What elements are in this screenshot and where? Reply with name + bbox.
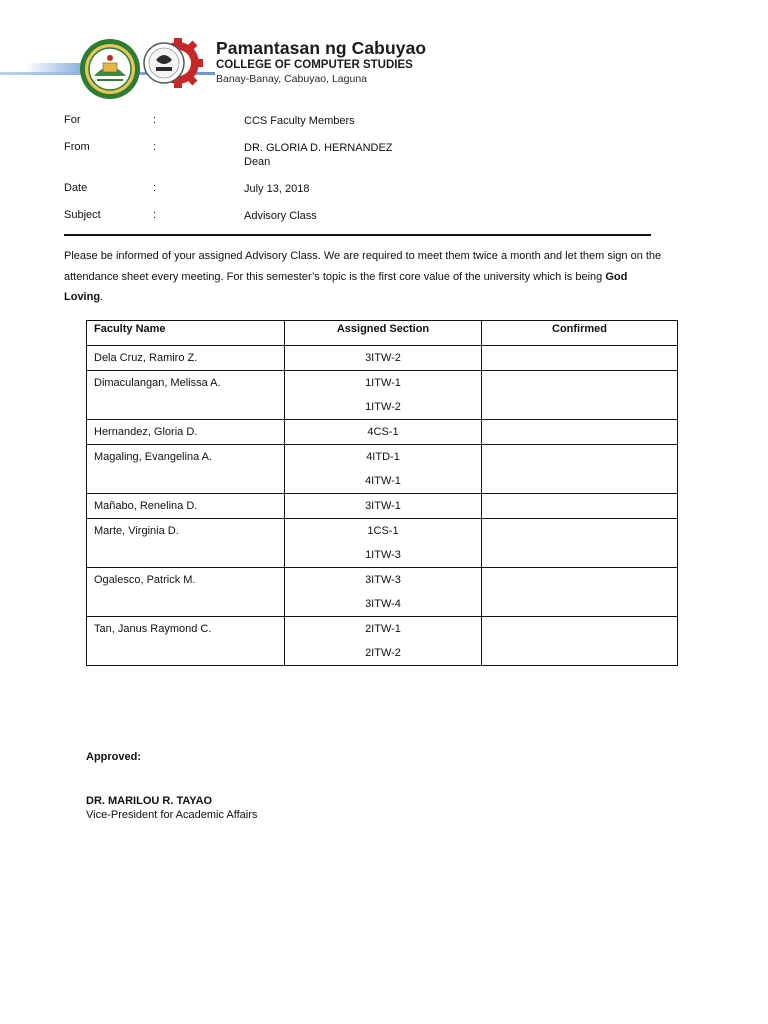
section-code: 1ITW-3 (365, 549, 401, 561)
university-seal-icon (79, 38, 141, 100)
faculty-name-cell: Dela Cruz, Ramiro Z. (87, 346, 285, 371)
university-name: Pamantasan ng Cabuyao (216, 38, 427, 58)
section-code: 3ITW-2 (365, 352, 401, 364)
confirmed-cell[interactable] (482, 519, 678, 568)
confirmed-cell[interactable] (482, 445, 678, 494)
memo-date-label: Date (64, 182, 88, 194)
advisory-table (86, 320, 678, 666)
memo-subject-label: Subject (64, 209, 101, 221)
table-row (87, 371, 678, 420)
table-row (87, 617, 678, 666)
confirmed-cell[interactable] (482, 346, 678, 371)
faculty-name-cell: Dimaculangan, Melissa A. (87, 371, 285, 420)
university-address: Banay-Banay, Cabuyao, Laguna (216, 73, 367, 85)
table-header-row (87, 321, 678, 346)
table-row (87, 445, 678, 494)
ccs-gear-logo-icon (134, 38, 206, 88)
college-name: COLLEGE OF COMPUTER STUDIES (216, 59, 413, 71)
memo-colon: : (153, 114, 157, 126)
signatory-title: Vice-President for Academic Affairs (86, 809, 258, 821)
faculty-name-cell: Hernandez, Gloria D. (87, 420, 285, 445)
faculty-name-cell: Mañabo, Renelina D. (87, 494, 285, 519)
memo-date-value: July 13, 2018 (244, 183, 310, 195)
section-code: 4ITD-1 (366, 451, 400, 463)
section-code: 3ITW-4 (365, 598, 401, 610)
table-row (87, 420, 678, 445)
memo-body-end: . (100, 291, 104, 303)
section-code: 3ITW-1 (365, 500, 401, 512)
faculty-name-cell: Magaling, Evangelina A. (87, 445, 285, 494)
section-code: 2ITW-1 (365, 623, 401, 635)
assigned-section-cell (285, 371, 482, 420)
memo-divider (64, 234, 651, 236)
memo-colon: : (153, 182, 157, 194)
faculty-name-cell: Marte, Virginia D. (87, 519, 285, 568)
memo-for-label: For (64, 114, 81, 126)
table-row (87, 568, 678, 617)
memo-body-paragraph (64, 246, 664, 308)
column-header-faculty-name: Faculty Name (87, 321, 285, 346)
section-code: 3ITW-3 (365, 574, 401, 586)
table-row (87, 346, 678, 371)
confirmed-cell[interactable] (482, 568, 678, 617)
memo-for-value: CCS Faculty Members (244, 115, 355, 127)
table-row (87, 519, 678, 568)
section-code: 1CS-1 (367, 525, 399, 537)
memo-colon: : (153, 141, 157, 153)
faculty-name-cell: Ogalesco, Patrick M. (87, 568, 285, 617)
section-code: 1ITW-2 (365, 401, 401, 413)
memo-from-label: From (64, 141, 90, 153)
assigned-section-cell (285, 519, 482, 568)
confirmed-cell[interactable] (482, 494, 678, 519)
confirmed-cell[interactable] (482, 420, 678, 445)
confirmed-cell[interactable] (482, 371, 678, 420)
assigned-section-cell (285, 346, 482, 371)
section-code: 1ITW-1 (365, 377, 401, 389)
section-code: 2ITW-2 (365, 647, 401, 659)
assigned-section-cell (285, 420, 482, 445)
assigned-section-cell (285, 617, 482, 666)
table-row (87, 494, 678, 519)
memo-body-text: Please be informed of your assigned Advisory Class. We are required to meet them twice a month and let them sign on the attendance sheet every meeting. For this semester’s topic is the first core value of the university which is being (64, 250, 662, 283)
signatory-name: DR. MARILOU R. TAYAO (86, 795, 213, 807)
memo-core-value: God Loving (64, 270, 628, 303)
confirmed-cell[interactable] (482, 617, 678, 666)
memo-from-value (244, 141, 393, 169)
assigned-section-cell (285, 494, 482, 519)
faculty-name-cell: Tan, Janus Raymond C. (87, 617, 285, 666)
memo-subject-value: Advisory Class (244, 210, 317, 222)
memo-from-name: DR. GLORIA D. HERNANDEZ (244, 142, 393, 154)
approved-label: Approved: (86, 751, 141, 763)
memo-from-position: Dean (244, 156, 271, 168)
column-header-confirmed: Confirmed (482, 321, 678, 346)
column-header-assigned-section: Assigned Section (285, 321, 482, 346)
assigned-section-cell (285, 568, 482, 617)
assigned-section-cell (285, 445, 482, 494)
section-code: 4CS-1 (367, 426, 399, 438)
memo-colon: : (153, 209, 157, 221)
section-code: 4ITW-1 (365, 475, 401, 487)
